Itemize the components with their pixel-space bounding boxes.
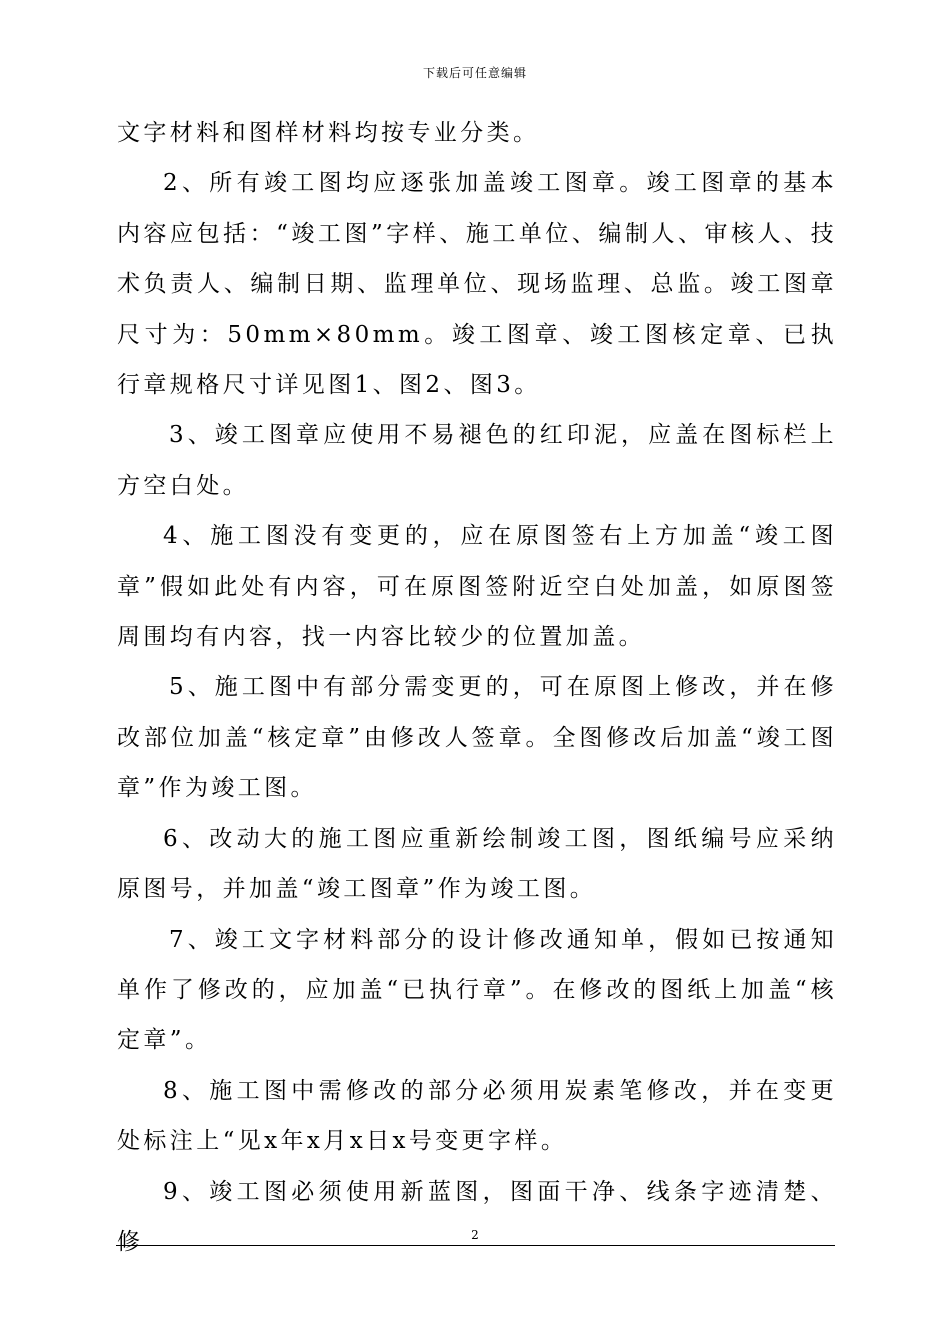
paragraph-item-3: 3、竣工图章应使用不易褪色的红印泥，应盖在图标栏上方空白处。 [117,422,837,499]
paragraph-item-9: 9、竣工图必须使用新蓝图，图面干净、线条字迹清楚、修 [117,1178,837,1255]
footer-divider [116,1245,835,1246]
paragraph-item-8: 8、施工图中需修改的部分必须用炭素笔修改，并在变更处标注上“见x年x月x日x号变更字样。 [117,1077,837,1155]
page-number: 2 [471,1228,479,1242]
paragraph-continuation: 文字材料和图样材料均按专业分类。 [117,120,540,146]
document-body [117,108,837,1267]
paragraph-item-5: 5、施工图中有部分需变更的，可在原图上修改，并在修改部位加盖“核定章”由修改人签章。全图修改后加盖“竣工图章”作为竣工图。 [117,674,837,802]
paragraph-item-2: 2、所有竣工图均应逐张加盖竣工图章。竣工图章的基本内容应包括：“竣工图”字样、施工单位、编制人、审核人、技术负责人、编制日期、监理单位、现场监理、总监。竣工图章尺寸为：50mm×80mm。竣工图章、竣工图核定章、已执行章规格尺寸详见图1、图2、图3。 [117,170,837,399]
paragraph-item-4: 4、施工图没有变更的，应在原图签右上方加盖“竣工图章”假如此处有内容，可在原图签附近空白处加盖，如原图签周围均有内容，找一内容比较少的位置加盖。 [117,523,837,651]
paragraph-item-7: 7、竣工文字材料部分的设计修改通知单，假如已按通知单作了修改的，应加盖“已执行章”。在修改的图纸上加盖“核定章”。 [117,926,837,1054]
page-header: 下载后可任意编辑 [422,66,527,80]
paragraph-item-6: 6、改动大的施工图应重新绘制竣工图，图纸编号应采纳原图号，并加盖“竣工图章”作为竣工图。 [117,825,837,903]
